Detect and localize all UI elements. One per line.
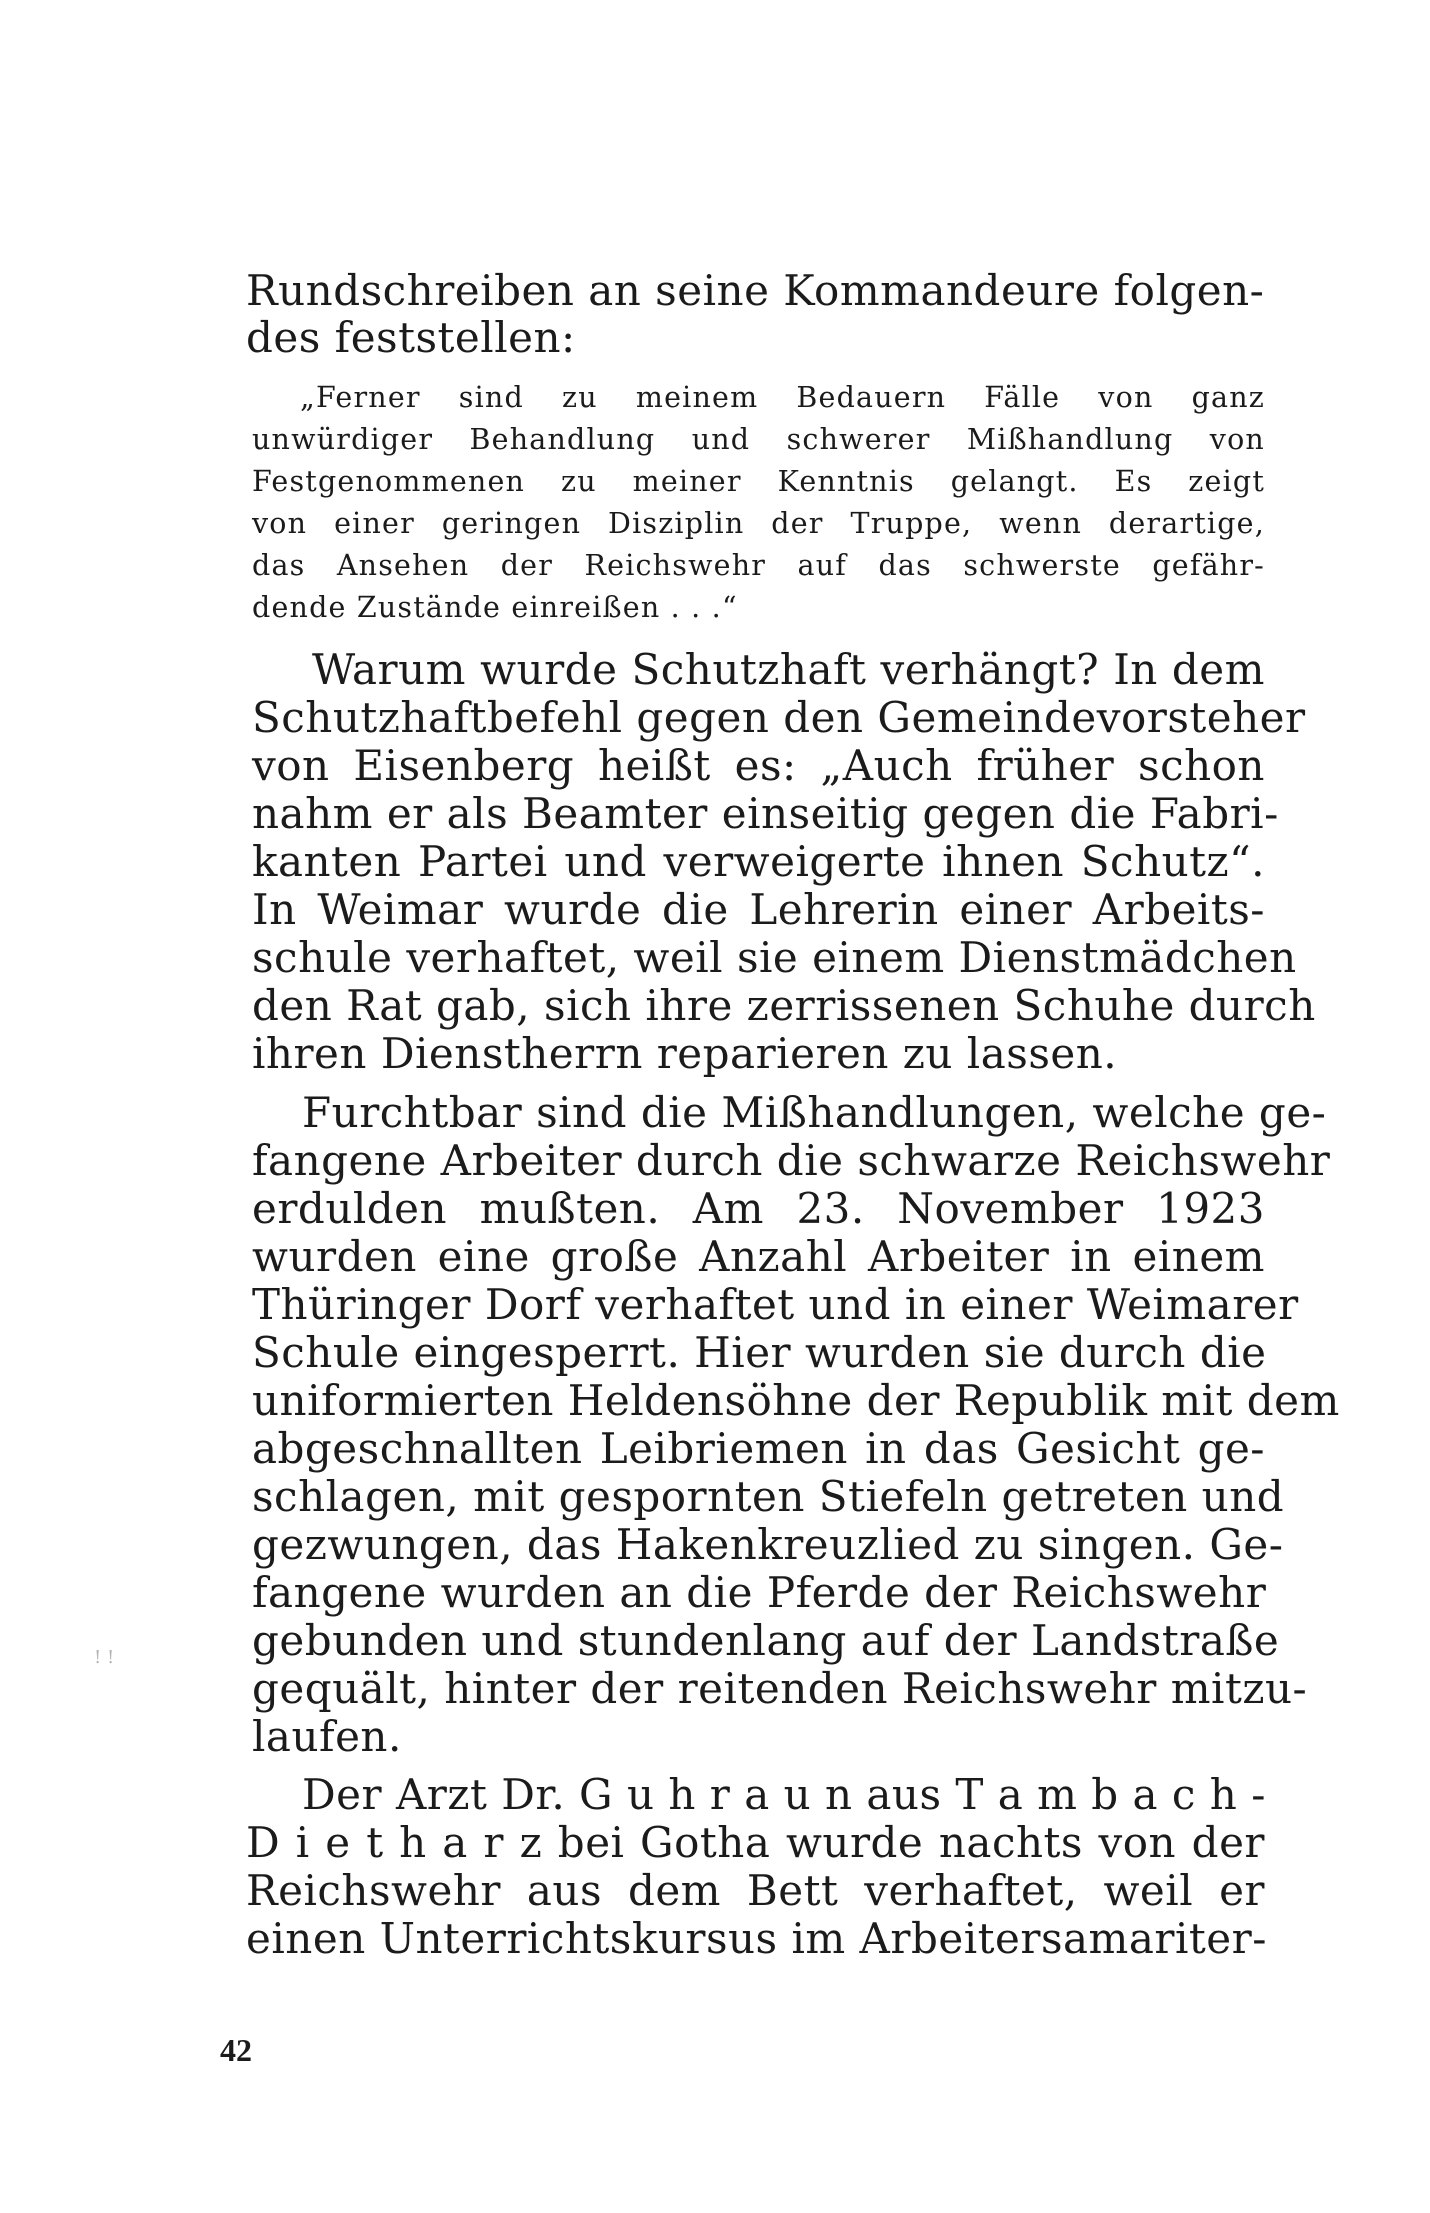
- text-line: gebunden und stundenlang auf der Landstraße: [252, 1616, 1280, 1665]
- text-line: gequält, hinter der reitenden Reichswehr mitzu-: [252, 1664, 1308, 1713]
- text-line: In Weimar wurde die Lehrerin einer Arbeits-: [252, 885, 1265, 934]
- text-line: Schule eingesperrt. Hier wurden sie durch die: [252, 1328, 1267, 1377]
- text-line: fangene Arbeiter durch die schwarze Reichswehr: [252, 1136, 1331, 1185]
- text-line: gezwungen, das Hakenkreuzlied zu singen. Ge-: [252, 1520, 1284, 1569]
- text-line: erdulden mußten. Am 23. November 1923: [252, 1184, 1265, 1233]
- text-line: Warum wurde Schutzhaft verhängt? In dem: [312, 645, 1265, 694]
- quote-line: das Ansehen der Reichswehr auf das schwerste gefähr-: [252, 549, 1265, 582]
- text-line: Thüringer Dorf verhaftet und in einer Weimarer: [252, 1280, 1299, 1329]
- text-line: einen Unterrichtskursus im Arbeitersamariter-: [246, 1914, 1267, 1963]
- text-line: nahm er als Beamter einseitig gegen die Fabri-: [252, 789, 1279, 838]
- text-line: von Eisenberg heißt es: „Auch früher schon: [252, 741, 1265, 790]
- text-line: Reichswehr aus dem Bett verhaftet, weil er: [246, 1866, 1265, 1915]
- quote-line: „Ferner sind zu meinem Bedauern Fälle von ganz: [300, 381, 1265, 414]
- gutter-mark: ! !: [94, 1647, 115, 1668]
- text-line: kanten Partei und verweigerte ihnen Schutz“.: [252, 837, 1265, 886]
- text-line: den Rat gab, sich ihre zerrissenen Schuhe durch: [252, 981, 1316, 1030]
- text-line: D i e t h a r z bei Gotha wurde nachts von der: [246, 1818, 1265, 1867]
- quote-line: von einer geringen Disziplin der Truppe, wenn derartige,: [252, 507, 1265, 540]
- text-line: abgeschnallten Leibriemen in das Gesicht ge-: [252, 1424, 1265, 1473]
- text-line: laufen.: [252, 1712, 402, 1761]
- text-line: des feststellen:: [246, 313, 576, 362]
- text-line: Der Arzt Dr. G u h r a u n aus T a m b a c h -: [302, 1770, 1266, 1819]
- text-line: wurden eine große Anzahl Arbeiter in einem: [252, 1232, 1265, 1281]
- text-line: Schutzhaftbefehl gegen den Gemeindevorsteher: [252, 693, 1306, 742]
- text-line: Furchtbar sind die Mißhandlungen, welche ge-: [302, 1088, 1327, 1137]
- text-line: schlagen, mit gespornten Stiefeln getreten und: [252, 1472, 1285, 1521]
- quote-line: Festgenommenen zu meiner Kenntnis gelangt. Es zeigt: [252, 465, 1265, 498]
- text-line: Rundschreiben an seine Kommandeure folgen-: [246, 266, 1265, 315]
- quote-line: dende Zustände einreißen . . .“: [252, 591, 738, 624]
- text-line: uniformierten Heldensöhne der Republik mit dem: [252, 1376, 1340, 1425]
- quote-line: unwürdiger Behandlung und schwerer Mißhandlung von: [252, 423, 1265, 456]
- text-line: schule verhaftet, weil sie einem Dienstmädchen: [252, 933, 1297, 982]
- text-line: fangene wurden an die Pferde der Reichswehr: [252, 1568, 1267, 1617]
- text-line: ihren Dienstherrn reparieren zu lassen.: [252, 1029, 1118, 1078]
- page-number: 42: [220, 2032, 252, 2068]
